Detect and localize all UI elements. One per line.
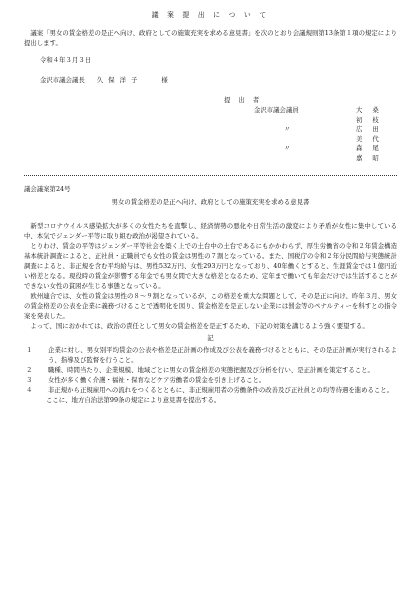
submitter-role: 〃 (284, 125, 291, 133)
submitter-row (254, 144, 397, 163)
submitter-name: 森 尾 嘉 昭 (356, 144, 383, 162)
submitter-label: 提 出 者 (224, 96, 263, 104)
bill-title: 男女の賃金格差の是正へ向け、政府としての施策充実を求める意見書 (111, 198, 310, 206)
body-paragraph: よって、国におかれては、政治の責任として男女の賃金格差を是正するため、下記の対策を講じるよう強く要望する。 (30, 322, 369, 330)
request-item (24, 375, 397, 385)
closing-text: ここに、地方自治法第99条の規定により意見書を提出する。 (46, 396, 221, 404)
addressee-org: 金沢市議会議長 (40, 76, 85, 84)
item-number: ３ (26, 376, 33, 384)
submitter-name: 広 田 美 代 (356, 125, 383, 143)
request-item (24, 385, 397, 395)
item-text: 職種、時間当たり、企業規模、地域ごとに男女の賃金格差の実態把握及び分析を行い、是正計画を策定すること。 (48, 366, 374, 374)
item-number: ４ (26, 386, 33, 394)
submitter-row (254, 106, 397, 125)
addressee-suffix: 様 (161, 76, 168, 84)
body-paragraph: 新型コロナウイルス感染拡大が多くの女性たちを直撃し、経済情勢の悪化や日常生活の激変により矛盾が女性に集中している中、本気でジェンダー平等に取り組む政治が渇望されている。 (24, 222, 397, 240)
section-divider (24, 175, 397, 176)
bill-number: 議会議案第24号 (24, 185, 71, 193)
addressee (40, 75, 397, 85)
submitter-name: 大 桑 初 枝 (356, 106, 383, 124)
body-paragraph: 欧州連合では、女性の賃金は男性の８～９割となっているが、この格差を重大な問題として、その是正に向け、昨年３月、男女の賃金格差の公表を企業に義務づけることで透明化を図り、賃金格差を是正しない企業には罰金等のペナルティーを科すとの指令案を発表した。 (24, 292, 397, 320)
submitter-row (254, 125, 397, 144)
submitter-role: 〃 (284, 144, 291, 152)
item-number: ２ (26, 366, 33, 374)
submitter-table (254, 106, 397, 163)
item-number: １ (26, 346, 33, 354)
body-paragraph: とりわけ、賃金の平等はジェンダー平等社会を築く上での土台中の土台であるにもかかわらず、厚生労働省の令和２年賃金構造基本統計調査によると、正社員・正職員でも女性の賃金は男性の７割となっている。また、国税庁の令和２年分民間給与実態統計調査によると、非正規を含む平均給与は、男性532万円、女性293万円となっており、40年働くとすると、生涯賃金では１億円近い格差となる。現役時の賃金が影響する年金でも男女間で大きな格差となるため、定年まで働いても年金だけでは生活することができない女性の貧困が生じる事態となっている。 (24, 242, 397, 290)
submitter-role: 金沢市議会議員 (254, 106, 299, 114)
item-text: 非正規から正規雇用への流れをつくるとともに、非正規雇用者の労働条件の改善及び正社員との均等待遇を進めること。 (48, 386, 394, 394)
request-item (24, 345, 397, 365)
intro-text: 議案「男女の賃金格差の是正へ向け、政府としての施策充実を求める意見書」を次のとおり会議規則第13条第１項の規定により提出します。 (24, 29, 397, 47)
item-text: 女性が多く働く介護・福祉・保育などケア労働者の賃金を引き上げること。 (48, 376, 266, 384)
item-text: 企業に対し、男女別平均賃金の公表や格差是正計画の作成及び公表を義務づけるとともに、その是正計画が実行されるよう、指導及び監督を行うこと。 (48, 346, 397, 364)
page-title: 議 案 提 出 に つ い て (151, 11, 270, 19)
submission-date: 令和４年３月３日 (40, 56, 92, 64)
request-item (24, 365, 397, 375)
addressee-name: 久 保 洋 子 (96, 76, 138, 84)
ki-heading: 記 (207, 334, 214, 342)
